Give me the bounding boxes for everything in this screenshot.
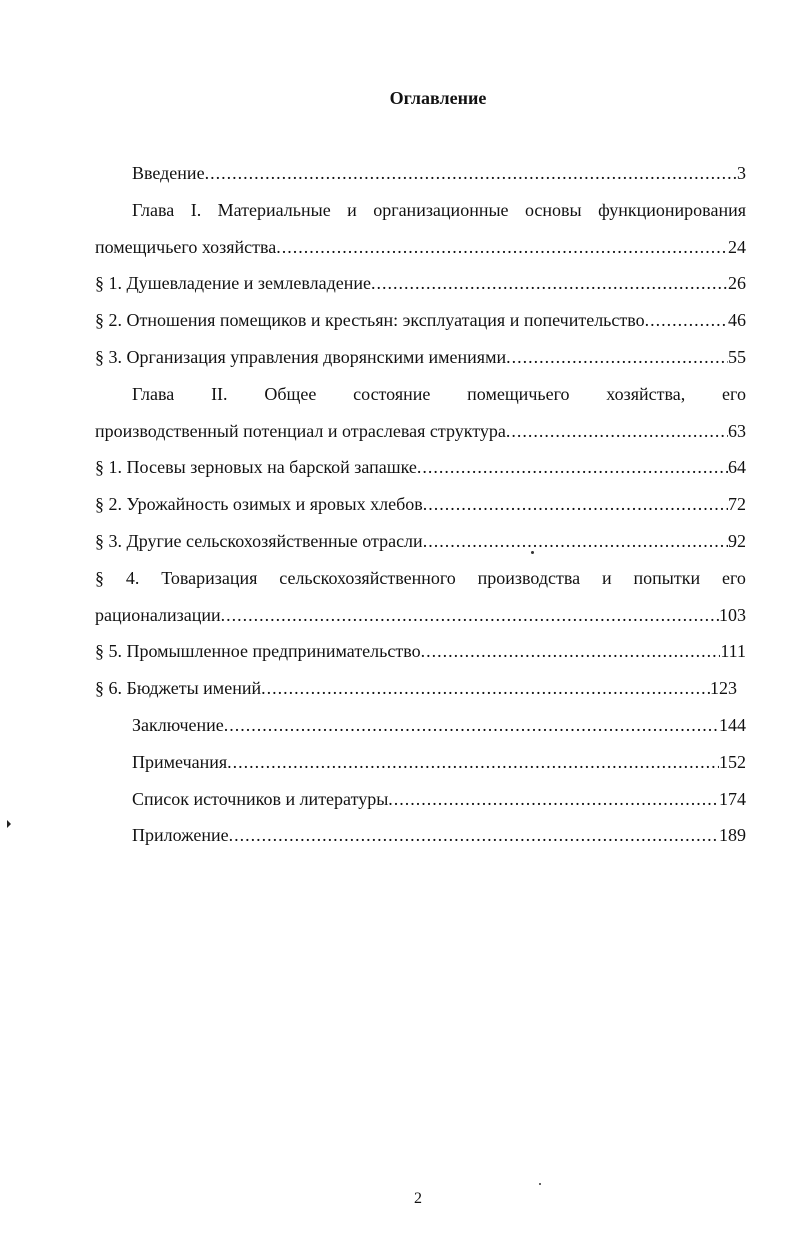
toc-page-number: 72 bbox=[728, 494, 746, 515]
toc-entry-ch2-section-1[interactable] bbox=[95, 449, 746, 486]
dot-leader bbox=[423, 486, 728, 523]
toc-page-number: 63 bbox=[728, 420, 746, 441]
word: Товаризация bbox=[161, 567, 258, 588]
toc-entry-ch2-section-5[interactable] bbox=[95, 633, 746, 670]
dot-leader bbox=[421, 633, 721, 670]
dot-leader bbox=[371, 265, 728, 302]
toc-page-number: 111 bbox=[720, 641, 746, 662]
toc-entry-label: § 5. Промышленное предпринимательство bbox=[95, 641, 421, 662]
toc-page-number: 46 bbox=[728, 310, 746, 331]
word: Глава bbox=[132, 383, 175, 404]
dot-leader bbox=[224, 707, 719, 744]
toc-entry-label: Заключение bbox=[132, 714, 224, 735]
toc-entry-ch2-section-6[interactable] bbox=[95, 670, 746, 707]
toc-entry-label: Приложение bbox=[132, 825, 229, 846]
toc-entry-chapter-2[interactable] bbox=[95, 376, 746, 450]
word: 4. bbox=[125, 567, 140, 588]
word: попытки bbox=[633, 567, 701, 588]
toc-entry-ch2-section-2[interactable] bbox=[95, 486, 746, 523]
word: функционирования bbox=[598, 199, 746, 220]
toc-entry-label: § 2. Отношения помещиков и крестьян: эксплуатация и попечительство bbox=[95, 310, 645, 331]
toc-entry-appendix[interactable] bbox=[95, 817, 746, 854]
toc-page-number: 123 bbox=[710, 678, 737, 699]
toc-page-number: 3 bbox=[737, 163, 746, 183]
dot-leader bbox=[205, 155, 737, 192]
toc-entry-label: рационализации bbox=[95, 604, 221, 625]
dot-leader bbox=[506, 413, 728, 450]
toc-entry-label: Введение bbox=[132, 163, 205, 183]
page-title: Оглавление bbox=[389, 88, 487, 108]
table-of-contents bbox=[95, 155, 746, 854]
toc-entry-intro[interactable] bbox=[95, 155, 746, 192]
toc-page-number: 92 bbox=[728, 530, 746, 551]
toc-entry-ch1-section-3[interactable] bbox=[95, 339, 746, 376]
word: II. bbox=[211, 383, 228, 404]
word: основы bbox=[524, 199, 582, 220]
word: Общее bbox=[264, 383, 317, 404]
scan-speck bbox=[531, 551, 534, 554]
word: состояние bbox=[353, 383, 431, 404]
dot-leader bbox=[276, 229, 728, 266]
toc-entry-label-line bbox=[95, 192, 746, 229]
toc-entry-label-line bbox=[95, 560, 746, 597]
word: его bbox=[721, 567, 746, 588]
word: организационные bbox=[373, 199, 509, 220]
word: Глава bbox=[132, 199, 175, 220]
toc-entry-ch2-section-3[interactable] bbox=[95, 523, 746, 560]
dot-leader bbox=[645, 302, 728, 339]
toc-entry-label: производственный потенциал и отраслевая структура bbox=[95, 420, 506, 441]
toc-page-number: 103 bbox=[719, 604, 746, 625]
word: сельскохозяйственного bbox=[279, 567, 456, 588]
dot-leader bbox=[229, 817, 719, 854]
word: помещичьего bbox=[467, 383, 570, 404]
dot-leader bbox=[417, 449, 728, 486]
toc-entry-label: § 2. Урожайность озимых и яровых хлебов bbox=[95, 494, 423, 515]
toc-entry-conclusion[interactable] bbox=[95, 707, 746, 744]
scan-speck bbox=[539, 1183, 541, 1185]
dot-leader bbox=[423, 523, 728, 560]
toc-entry-label: помещичьего хозяйства bbox=[95, 236, 277, 257]
word: его bbox=[722, 383, 746, 404]
toc-entry-label: Примечания bbox=[132, 751, 228, 772]
toc-entry-label: § 3. Организация управления дворянскими имениями bbox=[95, 346, 507, 367]
toc-entry-ch2-section-4[interactable] bbox=[95, 560, 746, 634]
dot-leader bbox=[506, 339, 728, 376]
toc-entry-chapter-1[interactable] bbox=[95, 192, 746, 266]
toc-entry-label: § 6. Бюджеты имений bbox=[95, 678, 262, 699]
word: производства bbox=[477, 567, 581, 588]
word: § bbox=[95, 567, 104, 588]
scan-edge-mark bbox=[7, 820, 11, 828]
toc-page-number: 144 bbox=[719, 714, 746, 735]
word: и bbox=[347, 199, 357, 220]
dot-leader bbox=[388, 781, 719, 818]
toc-entry-notes[interactable] bbox=[95, 744, 746, 781]
toc-page-number: 55 bbox=[728, 346, 746, 367]
toc-page-number: 174 bbox=[719, 788, 746, 809]
toc-entry-label: § 1. Посевы зерновых на барской запашке bbox=[95, 457, 417, 478]
dot-leader bbox=[221, 597, 719, 634]
toc-entry-ch1-section-2[interactable] bbox=[95, 302, 746, 339]
toc-entry-label: Список источников и литературы bbox=[132, 788, 389, 809]
toc-entry-label: § 3. Другие сельскохозяйственные отрасли bbox=[95, 530, 423, 551]
word: и bbox=[602, 567, 612, 588]
word: Материальные bbox=[217, 199, 331, 220]
toc-page-number: 152 bbox=[719, 751, 746, 772]
toc-page-number: 26 bbox=[728, 273, 746, 294]
toc-entry-sources[interactable] bbox=[95, 781, 746, 818]
toc-entry-label-line bbox=[95, 376, 746, 413]
toc-entry-label: § 1. Душевладение и землевладение bbox=[95, 273, 371, 294]
toc-page-number: 64 bbox=[728, 457, 746, 478]
word: I. bbox=[190, 199, 202, 220]
word: хозяйства, bbox=[606, 383, 686, 404]
dot-leader bbox=[227, 744, 719, 781]
dot-leader bbox=[261, 670, 710, 707]
page-number: 2 bbox=[414, 1190, 422, 1207]
toc-entry-ch1-section-1[interactable] bbox=[95, 265, 746, 302]
toc-page-number: 189 bbox=[719, 825, 746, 846]
toc-page-number: 24 bbox=[728, 236, 746, 257]
